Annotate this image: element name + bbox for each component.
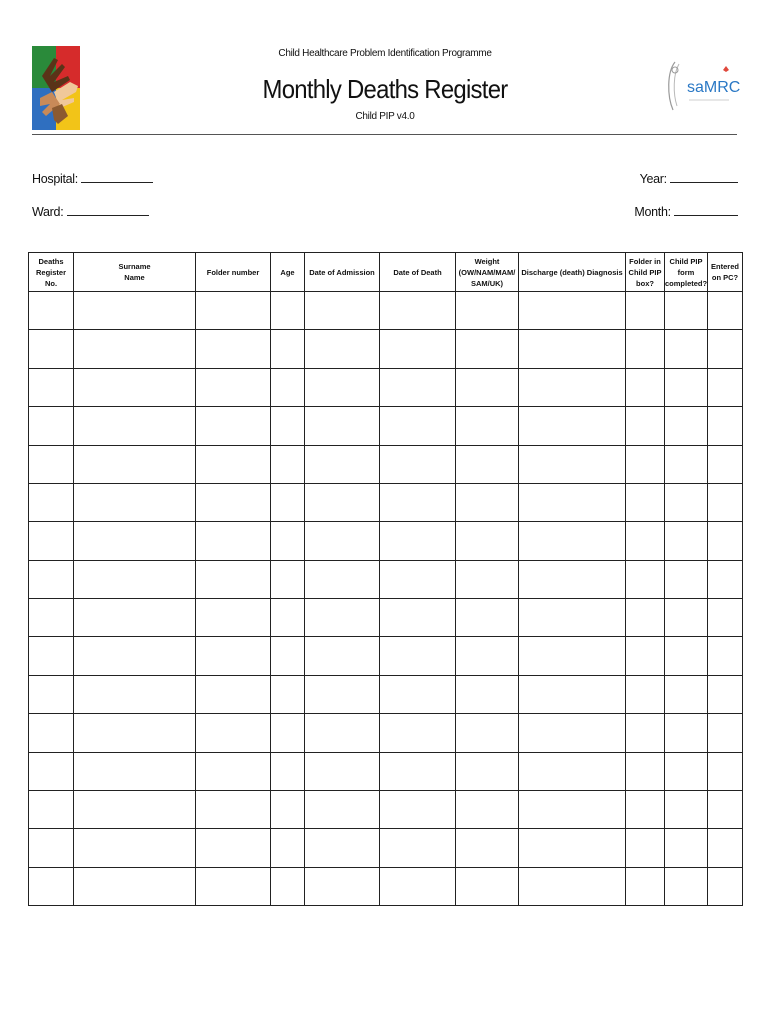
column-header: Discharge (death) Diagnosis xyxy=(519,253,626,292)
table-cell[interactable] xyxy=(74,522,196,560)
table-cell[interactable] xyxy=(626,560,665,598)
table-cell[interactable] xyxy=(708,292,743,330)
table-cell[interactable] xyxy=(29,867,74,905)
table-cell[interactable] xyxy=(519,292,626,330)
table-cell[interactable] xyxy=(665,330,708,368)
table-cell[interactable] xyxy=(380,637,456,675)
table-cell[interactable] xyxy=(305,829,380,867)
column-header: Child PIP form completed? xyxy=(665,253,708,292)
table-cell[interactable] xyxy=(29,368,74,406)
table-cell[interactable] xyxy=(665,292,708,330)
table-cell[interactable] xyxy=(665,445,708,483)
table-cell[interactable] xyxy=(29,599,74,637)
table-cell[interactable] xyxy=(665,522,708,560)
table-cell[interactable] xyxy=(708,330,743,368)
table-cell[interactable] xyxy=(519,330,626,368)
table-cell[interactable] xyxy=(196,790,271,828)
table-cell[interactable] xyxy=(519,714,626,752)
table-cell[interactable] xyxy=(305,368,380,406)
table-row xyxy=(29,407,743,445)
table-cell[interactable] xyxy=(456,522,519,560)
table-cell[interactable] xyxy=(196,560,271,598)
table-cell[interactable] xyxy=(74,714,196,752)
table-cell[interactable] xyxy=(519,637,626,675)
table-cell[interactable] xyxy=(196,368,271,406)
table-row xyxy=(29,483,743,521)
table-cell[interactable] xyxy=(271,330,305,368)
year-label: Year: xyxy=(639,172,667,186)
table-cell[interactable] xyxy=(519,560,626,598)
table-cell[interactable] xyxy=(626,368,665,406)
table-cell[interactable] xyxy=(380,752,456,790)
table-cell[interactable] xyxy=(29,675,74,713)
table-cell[interactable] xyxy=(665,829,708,867)
column-header: Surname Name xyxy=(74,253,196,292)
table-cell[interactable] xyxy=(519,483,626,521)
table-cell[interactable] xyxy=(626,330,665,368)
table-row xyxy=(29,829,743,867)
table-cell[interactable] xyxy=(380,560,456,598)
table-cell[interactable] xyxy=(305,330,380,368)
table-cell[interactable] xyxy=(196,330,271,368)
table-cell[interactable] xyxy=(380,790,456,828)
table-cell[interactable] xyxy=(29,522,74,560)
table-cell[interactable] xyxy=(305,292,380,330)
table-cell[interactable] xyxy=(74,292,196,330)
table-cell[interactable] xyxy=(74,560,196,598)
table-cell[interactable] xyxy=(456,407,519,445)
table-cell[interactable] xyxy=(626,483,665,521)
year-field[interactable] xyxy=(640,172,738,186)
hospital-field[interactable] xyxy=(32,172,153,186)
table-cell[interactable] xyxy=(271,752,305,790)
table-row xyxy=(29,560,743,598)
table-cell[interactable] xyxy=(380,445,456,483)
month-label: Month: xyxy=(634,205,671,219)
table-cell[interactable] xyxy=(456,292,519,330)
table-cell[interactable] xyxy=(456,445,519,483)
page-title: Monthly Deaths Register xyxy=(262,74,508,104)
table-cell[interactable] xyxy=(708,790,743,828)
table-cell[interactable] xyxy=(29,560,74,598)
table-cell[interactable] xyxy=(626,829,665,867)
table-cell[interactable] xyxy=(708,637,743,675)
table-cell[interactable] xyxy=(305,599,380,637)
table-cell[interactable] xyxy=(271,867,305,905)
table-cell[interactable] xyxy=(665,752,708,790)
column-header: Folder number xyxy=(196,253,271,292)
table-cell[interactable] xyxy=(380,407,456,445)
table-cell[interactable] xyxy=(519,368,626,406)
table-cell[interactable] xyxy=(74,368,196,406)
table-cell[interactable] xyxy=(708,714,743,752)
table-cell[interactable] xyxy=(380,714,456,752)
table-cell[interactable] xyxy=(708,483,743,521)
table-cell[interactable] xyxy=(380,292,456,330)
table-cell[interactable] xyxy=(305,637,380,675)
table-cell[interactable] xyxy=(380,829,456,867)
table-cell[interactable] xyxy=(29,829,74,867)
table-row xyxy=(29,714,743,752)
table-cell[interactable] xyxy=(519,407,626,445)
table-cell[interactable] xyxy=(626,407,665,445)
table-cell[interactable] xyxy=(380,522,456,560)
table-cell[interactable] xyxy=(29,790,74,828)
table-cell[interactable] xyxy=(271,292,305,330)
table-cell[interactable] xyxy=(708,522,743,560)
table-cell[interactable] xyxy=(519,675,626,713)
table-cell[interactable] xyxy=(456,714,519,752)
table-row xyxy=(29,675,743,713)
form-version: Child PIP v4.0 xyxy=(355,111,415,122)
column-header: Weight (OW/NAM/MAM/ SAM/UK) xyxy=(456,253,519,292)
table-cell[interactable] xyxy=(196,445,271,483)
table-cell[interactable] xyxy=(380,368,456,406)
table-cell[interactable] xyxy=(708,867,743,905)
table-cell[interactable] xyxy=(626,292,665,330)
table-cell[interactable] xyxy=(708,752,743,790)
table-cell[interactable] xyxy=(665,675,708,713)
table-cell[interactable] xyxy=(626,522,665,560)
table-cell[interactable] xyxy=(380,675,456,713)
table-row xyxy=(29,790,743,828)
table-row xyxy=(29,522,743,560)
table-cell[interactable] xyxy=(626,445,665,483)
table-cell[interactable] xyxy=(305,445,380,483)
table-cell[interactable] xyxy=(74,752,196,790)
ward-field[interactable] xyxy=(32,205,149,219)
month-blank[interactable] xyxy=(674,205,738,216)
table-cell[interactable] xyxy=(626,867,665,905)
table-row xyxy=(29,599,743,637)
table-cell[interactable] xyxy=(305,522,380,560)
table-cell[interactable] xyxy=(665,368,708,406)
table-cell[interactable] xyxy=(519,829,626,867)
table-cell[interactable] xyxy=(74,330,196,368)
table-cell[interactable] xyxy=(380,867,456,905)
table-cell[interactable] xyxy=(305,483,380,521)
table-cell[interactable] xyxy=(456,637,519,675)
table-cell[interactable] xyxy=(196,867,271,905)
table-cell[interactable] xyxy=(74,675,196,713)
column-header: Date of Death xyxy=(380,253,456,292)
deaths-register-table xyxy=(28,252,743,906)
table-cell[interactable] xyxy=(74,790,196,828)
table-cell[interactable] xyxy=(380,330,456,368)
table-cell[interactable] xyxy=(626,790,665,828)
table-cell[interactable] xyxy=(519,752,626,790)
table-cell[interactable] xyxy=(626,637,665,675)
table-cell[interactable] xyxy=(271,790,305,828)
ward-blank[interactable] xyxy=(67,205,149,216)
table-cell[interactable] xyxy=(271,368,305,406)
table-cell[interactable] xyxy=(380,599,456,637)
table-cell[interactable] xyxy=(196,522,271,560)
table-cell[interactable] xyxy=(305,714,380,752)
table-row xyxy=(29,330,743,368)
hospital-label: Hospital: xyxy=(32,172,78,186)
table-cell[interactable] xyxy=(196,752,271,790)
table-cell[interactable] xyxy=(196,599,271,637)
table-cell[interactable] xyxy=(665,407,708,445)
table-cell[interactable] xyxy=(456,599,519,637)
programme-name: Child Healthcare Problem Identification Programme xyxy=(278,48,492,59)
table-row xyxy=(29,637,743,675)
table-row xyxy=(29,867,743,905)
table-cell[interactable] xyxy=(196,675,271,713)
table-cell[interactable] xyxy=(196,483,271,521)
table-cell[interactable] xyxy=(196,292,271,330)
column-header: Date of Admission xyxy=(305,253,380,292)
table-cell[interactable] xyxy=(708,368,743,406)
svg-text:saMRC: saMRC xyxy=(687,79,741,96)
table-header-row xyxy=(29,253,743,292)
table-cell[interactable] xyxy=(74,637,196,675)
table-cell[interactable] xyxy=(708,675,743,713)
table-cell[interactable] xyxy=(626,599,665,637)
table-cell[interactable] xyxy=(626,675,665,713)
table-cell[interactable] xyxy=(665,867,708,905)
table-cell[interactable] xyxy=(271,637,305,675)
table-cell[interactable] xyxy=(271,407,305,445)
table-cell[interactable] xyxy=(29,330,74,368)
column-header: Folder in Child PIP box? xyxy=(626,253,665,292)
ward-label: Ward: xyxy=(32,205,64,219)
table-cell[interactable] xyxy=(271,560,305,598)
table-cell[interactable] xyxy=(305,560,380,598)
table-cell[interactable] xyxy=(665,790,708,828)
table-cell[interactable] xyxy=(456,675,519,713)
table-row xyxy=(29,368,743,406)
table-cell[interactable] xyxy=(519,445,626,483)
month-field[interactable] xyxy=(634,205,738,219)
table-cell[interactable] xyxy=(305,407,380,445)
table-cell[interactable] xyxy=(271,829,305,867)
table-cell[interactable] xyxy=(456,560,519,598)
table-cell[interactable] xyxy=(456,483,519,521)
table-cell[interactable] xyxy=(626,714,665,752)
table-cell[interactable] xyxy=(708,407,743,445)
table-cell[interactable] xyxy=(456,790,519,828)
table-cell[interactable] xyxy=(456,368,519,406)
column-header: Age xyxy=(271,253,305,292)
table-cell[interactable] xyxy=(196,829,271,867)
table-cell[interactable] xyxy=(665,483,708,521)
table-cell[interactable] xyxy=(456,752,519,790)
table-row xyxy=(29,292,743,330)
table-cell[interactable] xyxy=(305,790,380,828)
table-cell[interactable] xyxy=(305,752,380,790)
table-cell[interactable] xyxy=(271,714,305,752)
table-cell[interactable] xyxy=(519,599,626,637)
table-cell[interactable] xyxy=(665,560,708,598)
table-cell[interactable] xyxy=(665,714,708,752)
table-cell[interactable] xyxy=(271,675,305,713)
table-row xyxy=(29,752,743,790)
table-cell[interactable] xyxy=(29,637,74,675)
table-cell[interactable] xyxy=(271,445,305,483)
table-cell[interactable] xyxy=(196,714,271,752)
table-cell[interactable] xyxy=(456,829,519,867)
table-cell[interactable] xyxy=(626,752,665,790)
table-cell[interactable] xyxy=(29,752,74,790)
table-cell[interactable] xyxy=(665,637,708,675)
table-cell[interactable] xyxy=(665,599,708,637)
table-cell[interactable] xyxy=(29,407,74,445)
table-row xyxy=(29,445,743,483)
table-cell[interactable] xyxy=(196,407,271,445)
table-cell[interactable] xyxy=(456,867,519,905)
table-cell[interactable] xyxy=(74,599,196,637)
table-cell[interactable] xyxy=(708,560,743,598)
table-cell[interactable] xyxy=(519,867,626,905)
header-divider xyxy=(32,134,737,135)
table-cell[interactable] xyxy=(29,445,74,483)
table-cell[interactable] xyxy=(271,522,305,560)
year-blank[interactable] xyxy=(670,172,738,183)
table-cell[interactable] xyxy=(74,829,196,867)
column-header: Deaths Register No. xyxy=(29,253,74,292)
table-cell[interactable] xyxy=(29,714,74,752)
table-cell[interactable] xyxy=(74,407,196,445)
column-header: Entered on PC? xyxy=(708,253,743,292)
table-cell[interactable] xyxy=(271,599,305,637)
table-cell[interactable] xyxy=(708,829,743,867)
table-cell[interactable] xyxy=(305,675,380,713)
table-cell[interactable] xyxy=(708,445,743,483)
table-cell[interactable] xyxy=(271,483,305,521)
table-cell[interactable] xyxy=(74,483,196,521)
table-cell[interactable] xyxy=(74,867,196,905)
table-cell[interactable] xyxy=(519,522,626,560)
table-cell[interactable] xyxy=(196,637,271,675)
hospital-blank[interactable] xyxy=(81,172,153,183)
table-cell[interactable] xyxy=(708,599,743,637)
table-cell[interactable] xyxy=(305,867,380,905)
table-cell[interactable] xyxy=(74,445,196,483)
table-cell[interactable] xyxy=(456,330,519,368)
table-cell[interactable] xyxy=(380,483,456,521)
table-cell[interactable] xyxy=(29,292,74,330)
table-cell[interactable] xyxy=(29,483,74,521)
table-cell[interactable] xyxy=(519,790,626,828)
